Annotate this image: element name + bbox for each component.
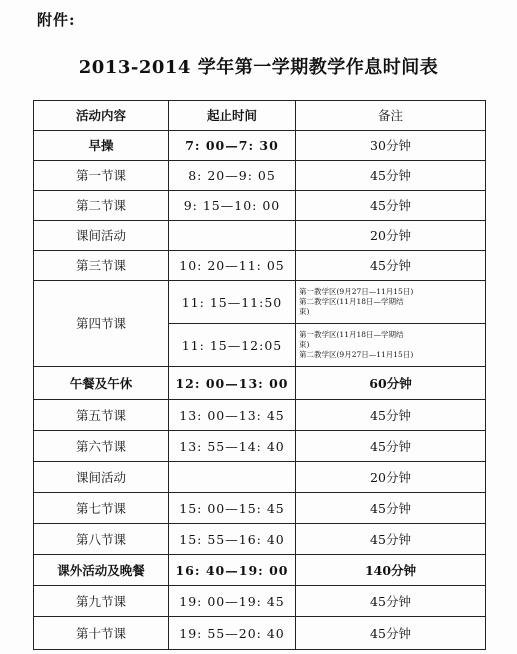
table-row xyxy=(34,617,486,650)
table-row xyxy=(34,524,486,555)
time-cell: 19: 00—19: 45 xyxy=(169,586,296,617)
table-row xyxy=(34,400,486,431)
activity-cell: 课间活动 xyxy=(34,221,169,251)
table-header-row xyxy=(34,101,486,131)
note-cell: 20分钟 xyxy=(296,221,486,251)
note-line: 第一教学区(11月18日—学期结 xyxy=(299,329,404,339)
activity-cell: 课外活动及晚餐 xyxy=(34,555,169,586)
activity-cell: 第五节课 xyxy=(34,400,169,431)
time-cell: 7: 00—7: 30 xyxy=(169,131,296,161)
time-cell: 13: 00—13: 45 xyxy=(169,400,296,431)
table-row xyxy=(34,191,486,221)
note-cell: 45分钟 xyxy=(296,431,486,462)
note-cell xyxy=(296,324,486,367)
note-cell: 45分钟 xyxy=(296,586,486,617)
note-cell: 45分钟 xyxy=(296,524,486,555)
activity-cell: 课间活动 xyxy=(34,462,169,493)
time-cell: 8: 20—9: 05 xyxy=(169,161,296,191)
note-cell: 45分钟 xyxy=(296,251,486,281)
document-title: 2013-2014 学年第一学期教学作息时间表 xyxy=(78,57,439,78)
note-line: 第二教学区(9月27日—11月15日) xyxy=(299,350,414,360)
note-cell: 140分钟 xyxy=(296,555,486,586)
note-cell: 20分钟 xyxy=(296,462,486,493)
activity-cell: 第八节课 xyxy=(34,524,169,555)
note-line: 第二教学区(11月18日—学期结 xyxy=(299,296,404,306)
note-line: 第一教学区(9月27日—11月15日) xyxy=(299,286,414,296)
activity-cell: 第十节课 xyxy=(34,617,169,650)
activity-cell: 第九节课 xyxy=(34,586,169,617)
table-row xyxy=(34,161,486,191)
header-note: 备注 xyxy=(296,101,486,131)
activity-cell: 第六节课 xyxy=(34,431,169,462)
activity-cell: 第七节课 xyxy=(34,493,169,524)
time-cell xyxy=(169,221,296,251)
time-cell: 15: 55—16: 40 xyxy=(169,524,296,555)
time-cell: 10: 20—11: 05 xyxy=(169,251,296,281)
note-cell: 45分钟 xyxy=(296,400,486,431)
note-cell: 45分钟 xyxy=(296,493,486,524)
time-cell: 11: 15—12:05 xyxy=(169,324,296,367)
table-row xyxy=(34,586,486,617)
table-row xyxy=(34,431,486,462)
note-line: 束) xyxy=(299,339,310,349)
table-row xyxy=(34,462,486,493)
time-cell: 19: 55—20: 40 xyxy=(169,617,296,650)
table-row xyxy=(34,367,486,400)
time-cell: 12: 00—13: 00 xyxy=(169,367,296,400)
header-time: 起止时间 xyxy=(169,101,296,131)
note-cell xyxy=(296,281,486,324)
attachment-label: 附件: xyxy=(37,11,76,29)
activity-cell: 第三节课 xyxy=(34,251,169,281)
time-cell: 13: 55—14: 40 xyxy=(169,431,296,462)
activity-cell: 第二节课 xyxy=(34,191,169,221)
note-cell: 30分钟 xyxy=(296,131,486,161)
time-cell xyxy=(169,462,296,493)
time-cell: 11: 15—11:50 xyxy=(169,281,296,324)
activity-cell: 第一节课 xyxy=(34,161,169,191)
time-cell: 16: 40—19: 00 xyxy=(169,555,296,586)
table-row xyxy=(34,493,486,524)
table-row xyxy=(34,251,486,281)
note-cell: 60分钟 xyxy=(296,367,486,400)
activity-cell: 第四节课 xyxy=(34,281,169,367)
time-cell: 9: 15—10: 00 xyxy=(169,191,296,221)
activity-cell: 早操 xyxy=(34,131,169,161)
table-row xyxy=(34,131,486,161)
note-cell: 45分钟 xyxy=(296,161,486,191)
schedule-table xyxy=(33,100,486,650)
note-cell: 45分钟 xyxy=(296,617,486,650)
note-cell: 45分钟 xyxy=(296,191,486,221)
table-row xyxy=(34,221,486,251)
note-line: 束) xyxy=(299,307,310,317)
table-row xyxy=(34,555,486,586)
header-activity: 活动内容 xyxy=(34,101,169,131)
time-cell: 15: 00—15: 45 xyxy=(169,493,296,524)
table-row xyxy=(34,281,486,324)
activity-cell: 午餐及午休 xyxy=(34,367,169,400)
